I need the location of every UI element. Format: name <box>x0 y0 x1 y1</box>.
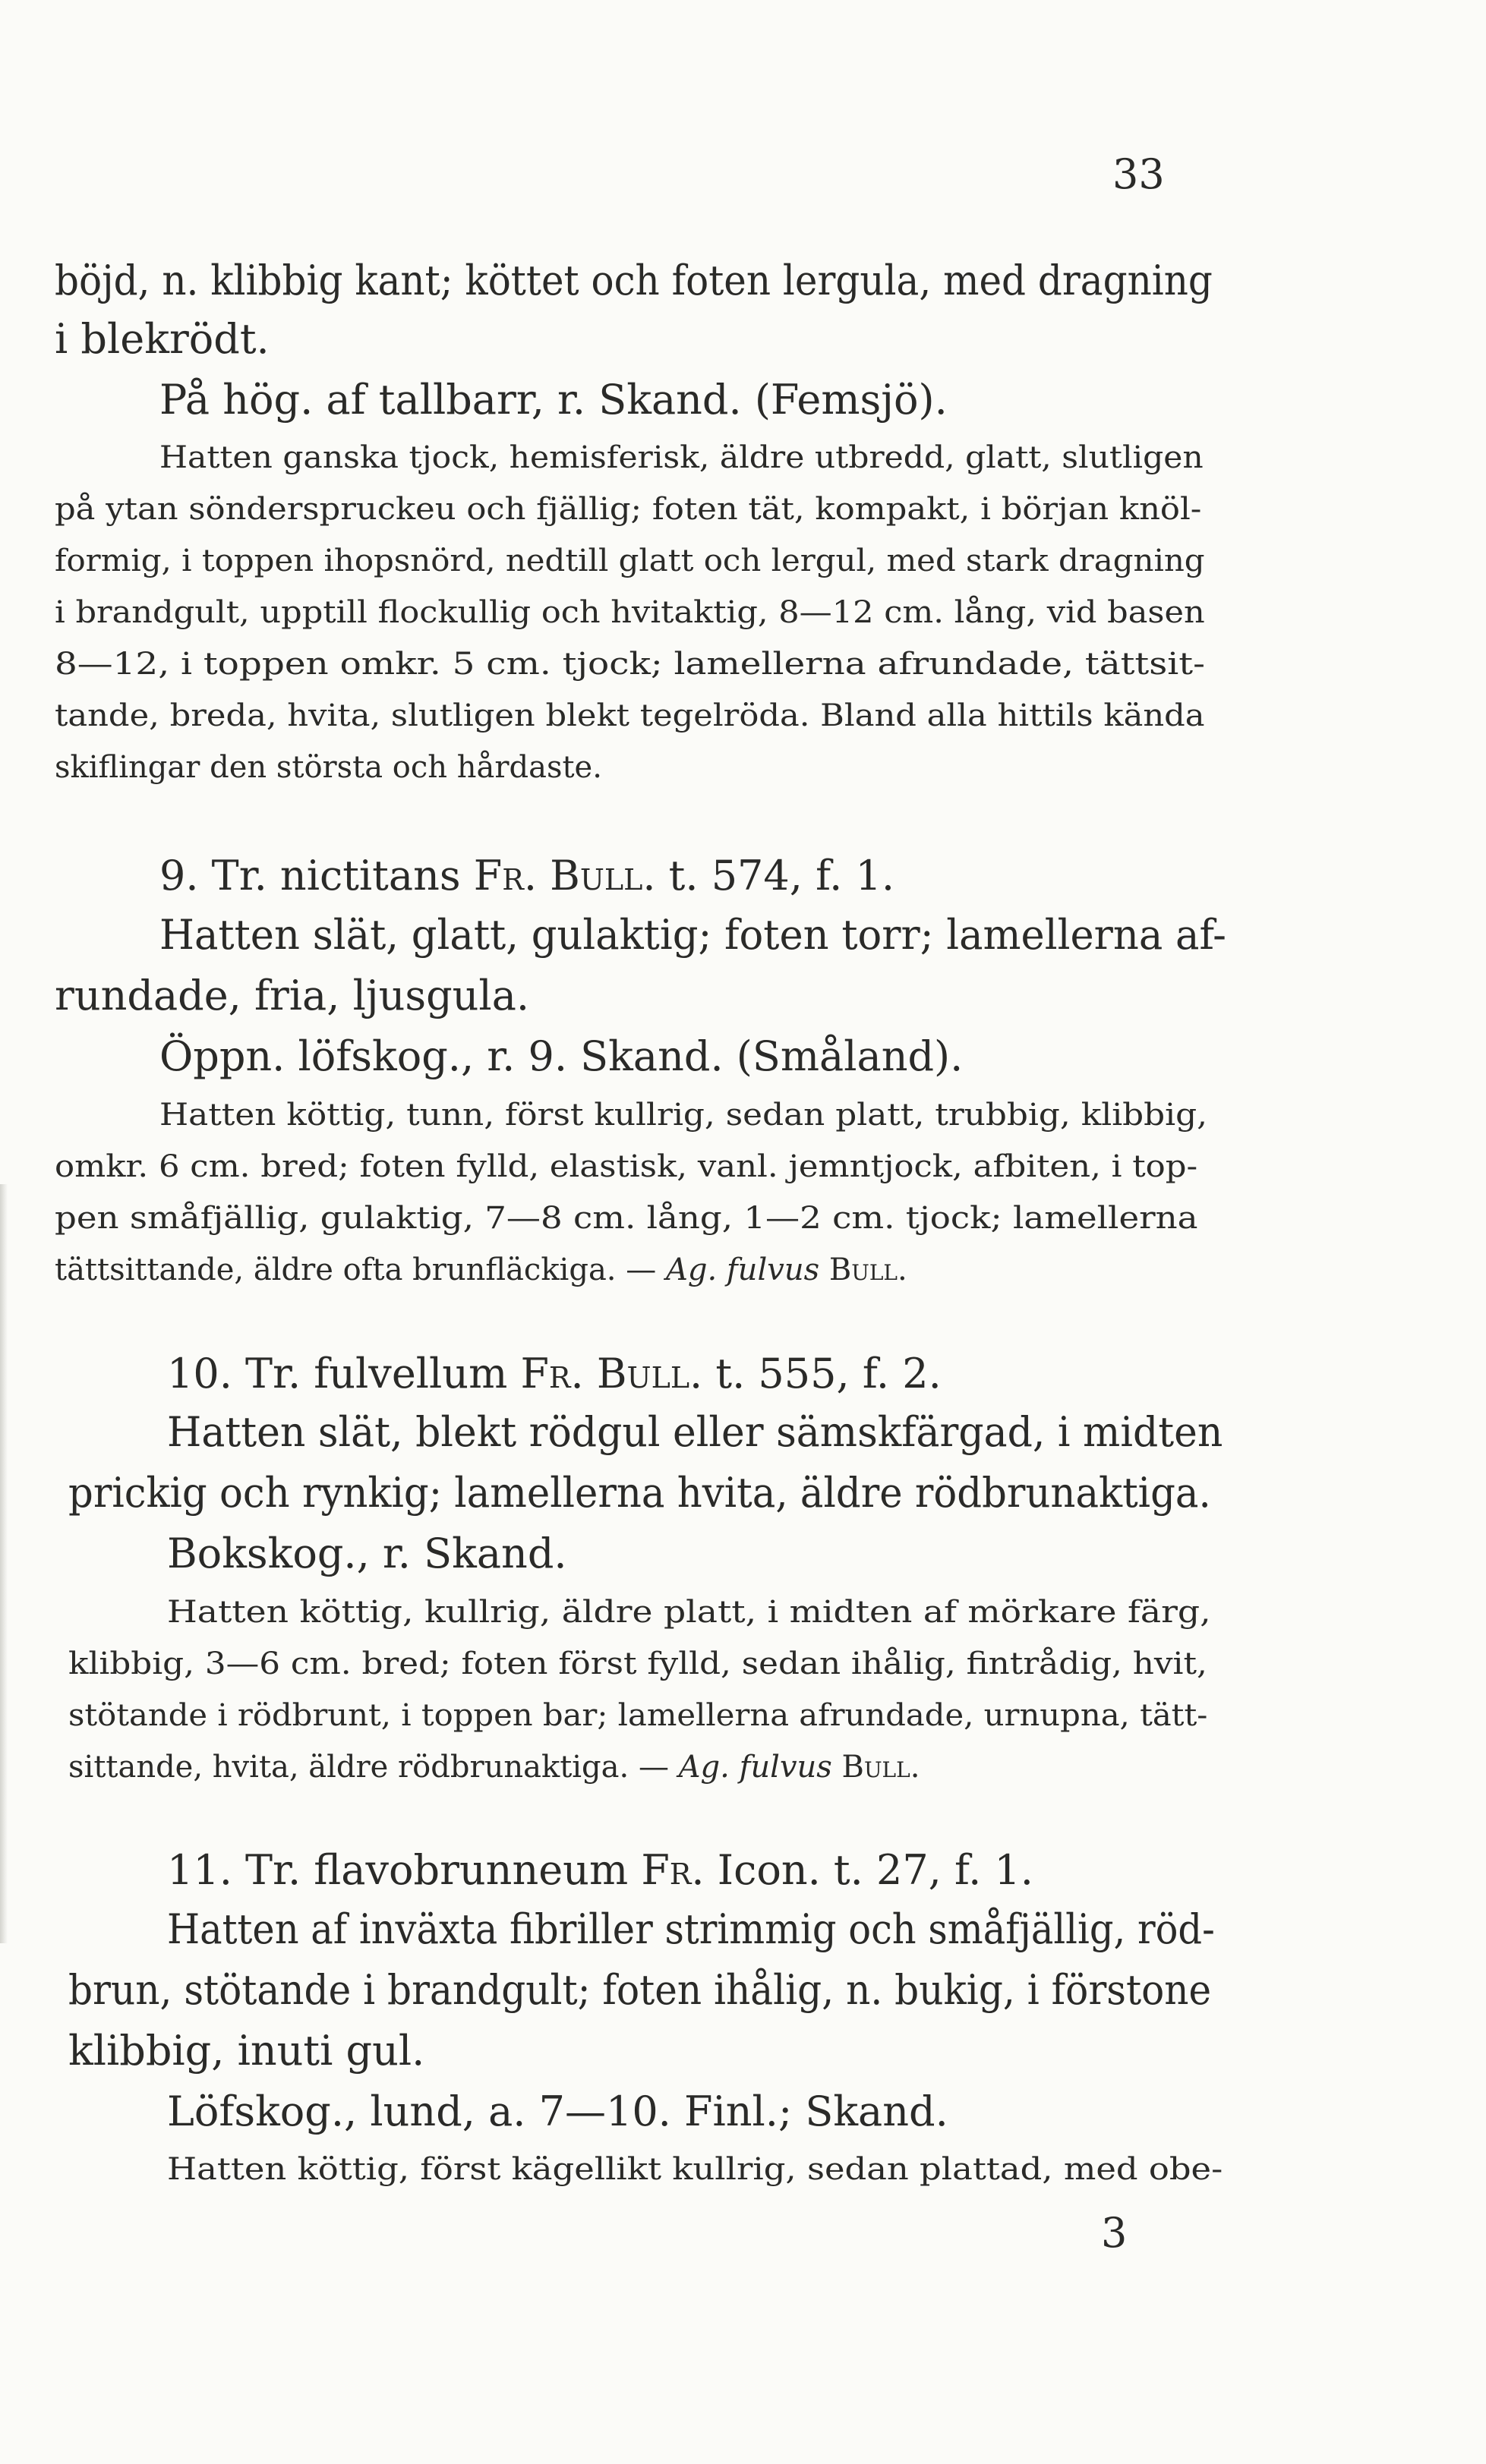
text-line <box>159 440 1204 475</box>
text-line <box>68 1698 1207 1733</box>
text-line <box>167 1595 1211 1630</box>
text-segment: Hatten af inväxta fibriller strimmig och småfjällig, röd- <box>167 1905 1215 1953</box>
text-line <box>55 595 1205 630</box>
text-line <box>167 1530 567 1577</box>
page-edge-shadow <box>0 1184 8 1943</box>
text-segment: sittande, hvita, äldre rödbrunaktiga. — <box>68 1750 679 1785</box>
text-segment: rundade, fria, ljusgula. <box>55 972 530 1019</box>
species-synonym: Ag. fulvus <box>678 1750 832 1785</box>
species-heading <box>167 1846 1033 1894</box>
text-line <box>68 1966 1211 2014</box>
text-segment: stötande i rödbrunt, i toppen bar; lamellerna afrundade, urnupna, tätt- <box>68 1698 1208 1733</box>
text-line <box>55 750 602 785</box>
text-line <box>55 492 1201 527</box>
text-segment: Löfskog., lund, a. 7—10. Finl.; Skand. <box>167 2087 948 2135</box>
text-segment: prickig och rynkig; lamellerna hvita, äldre rödbrunaktiga. <box>68 1469 1211 1517</box>
text-line <box>55 698 1205 733</box>
text-line <box>167 2087 948 2135</box>
page-number: 33 <box>1112 150 1165 198</box>
text-line <box>68 1469 1211 1517</box>
text-line <box>55 1252 907 1287</box>
text-segment <box>832 1750 842 1785</box>
text-segment: 9. Tr. nictitans <box>159 852 474 900</box>
species-synonym: Ag. fulvus <box>665 1252 820 1287</box>
text-line <box>68 1750 920 1785</box>
text-segment: Bokskog., r. Skand. <box>167 1530 567 1577</box>
text-segment: formig, i toppen ihopsnörd, nedtill glatt och lergul, med stark dragning <box>55 544 1205 578</box>
text-segment: På hög. af tallbarr, r. Skand. (Femsjö). <box>159 376 948 424</box>
footer-signature: 3 <box>1101 2209 1128 2257</box>
text-segment: böjd, n. klibbig kant; köttet och foten lergula, med dragning <box>55 257 1213 304</box>
text-line <box>159 376 948 424</box>
text-line <box>55 972 529 1019</box>
text-line <box>167 2152 1223 2187</box>
text-segment: Hatten ganska tjock, hemisferisk, äldre utbredd, glatt, slutligen <box>159 440 1204 475</box>
text-line <box>68 2027 424 2075</box>
text-segment: Hatten köttig, först kägellikt kullrig, sedan plattad, med obe- <box>167 2152 1223 2187</box>
text-segment: på ytan sönderspruckeu och fjällig; foten tät, kompakt, i början knöl- <box>55 492 1202 527</box>
text-line <box>68 1646 1207 1681</box>
text-line <box>55 544 1205 578</box>
text-line <box>55 1149 1197 1184</box>
text-segment: skiflingar den största och hårdaste. <box>55 750 602 785</box>
text-segment: Hatten köttig, tunn, först kullrig, sedan platt, trubbig, klibbig, <box>159 1098 1208 1133</box>
text-segment: Öppn. löfskog., r. 9. Skand. (Småland). <box>159 1032 964 1080</box>
text-line <box>167 1905 1215 1953</box>
text-segment <box>819 1252 829 1287</box>
text-line <box>167 1408 1223 1456</box>
text-segment: tättsittande, äldre ofta brunfläckiga. — <box>55 1252 666 1287</box>
species-heading <box>167 1350 942 1397</box>
author-citation: Fr. Bull. <box>473 852 656 900</box>
text-segment: Hatten köttig, kullrig, äldre platt, i midten af mörkare färg, <box>167 1595 1211 1630</box>
text-segment: Hatten slät, blekt rödgul eller sämskfärgad, i midten <box>167 1408 1223 1456</box>
text-line <box>159 1032 963 1080</box>
text-segment: 8—12, i toppen omkr. 5 cm. tjock; lamellerna afrundade, tättsit- <box>55 647 1205 682</box>
text-line <box>55 647 1205 682</box>
text-segment: tande, breda, hvita, slutligen blekt tegelröda. Bland alla hittils kända <box>55 698 1205 733</box>
text-segment: Hatten slät, glatt, gulaktig; foten torr; lamellerna af- <box>159 911 1226 959</box>
author-citation: Bull. <box>828 1252 907 1287</box>
text-segment: omkr. 6 cm. bred; foten fylld, elastisk, vanl. jemntjock, afbiten, i top- <box>55 1149 1198 1184</box>
species-heading <box>159 852 894 900</box>
text-segment: t. 574, f. 1. <box>655 852 895 900</box>
text-line <box>55 257 1213 304</box>
text-segment: i brandgult, upptill flockullig och hvitaktig, 8—12 cm. lång, vid basen <box>55 595 1205 630</box>
text-segment: 10. Tr. fulvellum <box>167 1350 521 1397</box>
text-line <box>159 1098 1207 1133</box>
author-citation: Bull. <box>841 1750 920 1785</box>
author-citation: Fr. <box>641 1846 705 1894</box>
text-line <box>159 911 1226 959</box>
text-segment: 11. Tr. flavobrunneum <box>167 1846 642 1894</box>
text-line <box>55 1201 1198 1236</box>
author-citation: Fr. Bull. <box>520 1350 703 1397</box>
text-segment: i blekrödt. <box>55 315 270 363</box>
text-segment: klibbig, 3—6 cm. bred; foten först fylld, sedan ihålig, fintrådig, hvit, <box>68 1646 1207 1681</box>
text-segment: brun, stötande i brandgult; foten ihålig, n. bukig, i förstone <box>68 1966 1212 2014</box>
text-line <box>55 315 270 363</box>
text-segment: klibbig, inuti gul. <box>68 2027 425 2075</box>
text-segment: pen småfjällig, gulaktig, 7—8 cm. lång, 1—2 cm. tjock; lamellerna <box>55 1201 1198 1236</box>
text-segment: t. 555, f. 2. <box>702 1350 942 1397</box>
text-segment: Icon. t. 27, f. 1. <box>704 1846 1033 1894</box>
